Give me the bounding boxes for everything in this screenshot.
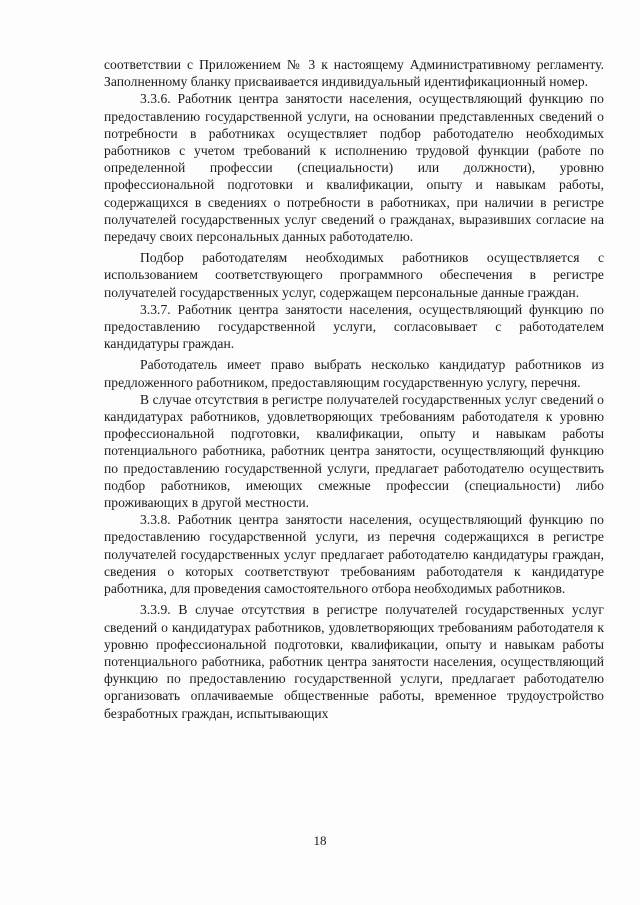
paragraph-3-3-6: 3.3.6. Работник центра занятости населения, осуществляющий функцию по предоставлению государственной услуги, на основании представленных сведений о потребности в работниках осуществляет подбор работодателю необходимых работников с учетом требований к исполнению трудовой функции (работе по определенной профессии (специальности) или должности), уровню профессиональной подготовки и квалификации, опыту и навыкам работы, содержащихся в сведениях о потребности в работниках, при наличии в регистре получателей государственных услуг сведений о гражданах, выразивших согласие на передачу своих персональных данных работодателю.: [104, 91, 604, 245]
body-text: [104, 56, 604, 722]
paragraph-no-candidates: В случае отсутствия в регистре получателей государственных услуг сведений о кандидатурах работников, удовлетворяющих требованиям работодателя к уровню профессиональной подготовки, квалификации, опыту и навыкам работы потенциального работника, работник центра занятости, осуществляющий функцию по предоставлению государственной услуги, предлагает работодателю осуществить подбор работников, имеющих смежные профессии (специальности) либо проживающих в другой местности.: [104, 391, 604, 511]
paragraph-employer-choice: Работодатель имеет право выбрать несколько кандидатур работников из предложенного работником, предоставляющим государственную услугу, перечня.: [104, 357, 604, 390]
paragraph-3-3-9: 3.3.9. В случае отсутствия в регистре получателей государственных услуг сведений о кандидатурах работников, удовлетворяющих требованиям работодателя к уровню профессиональной подготовки, квалификации, опыту и навыкам работы потенциального работника, работник центра занятости населения, осуществляющий функцию по предоставлению государственной услуги, предлагает работодателю организовать оплачиваемые общественные работы, временное трудоустройство безработных граждан, испытывающих: [104, 602, 604, 721]
page-number: 18: [313, 833, 327, 848]
paragraph-continuation: соответствии с Приложением № 3 к настоящему Административному регламенту. Заполненному бланку присваивается индивидуальный идентификационный номер.: [104, 57, 604, 90]
paragraph-3-3-7: 3.3.7. Работник центра занятости населения, осуществляющий функцию по предоставлению государственной услуги, согласовывает с работодателем кандидатуры граждан.: [104, 301, 604, 352]
paragraph-3-3-8: 3.3.8. Работник центра занятости населения, осуществляющий функцию по предоставлению государственной услуги, из перечня содержащихся в регистре получателей государственных услуг предлагает работодателю кандидатуры граждан, сведения о которых соответствуют требованиям работодателя к кандидатуре работника, для проведения самостоятельного отбора необходимых работников.: [104, 512, 604, 597]
paragraph-selection-software: Подбор работодателям необходимых работников осуществляется с использованием соответствующего программного обеспечения в регистре получателей государственных услуг, содержащем персональные данные граждан.: [104, 250, 604, 300]
